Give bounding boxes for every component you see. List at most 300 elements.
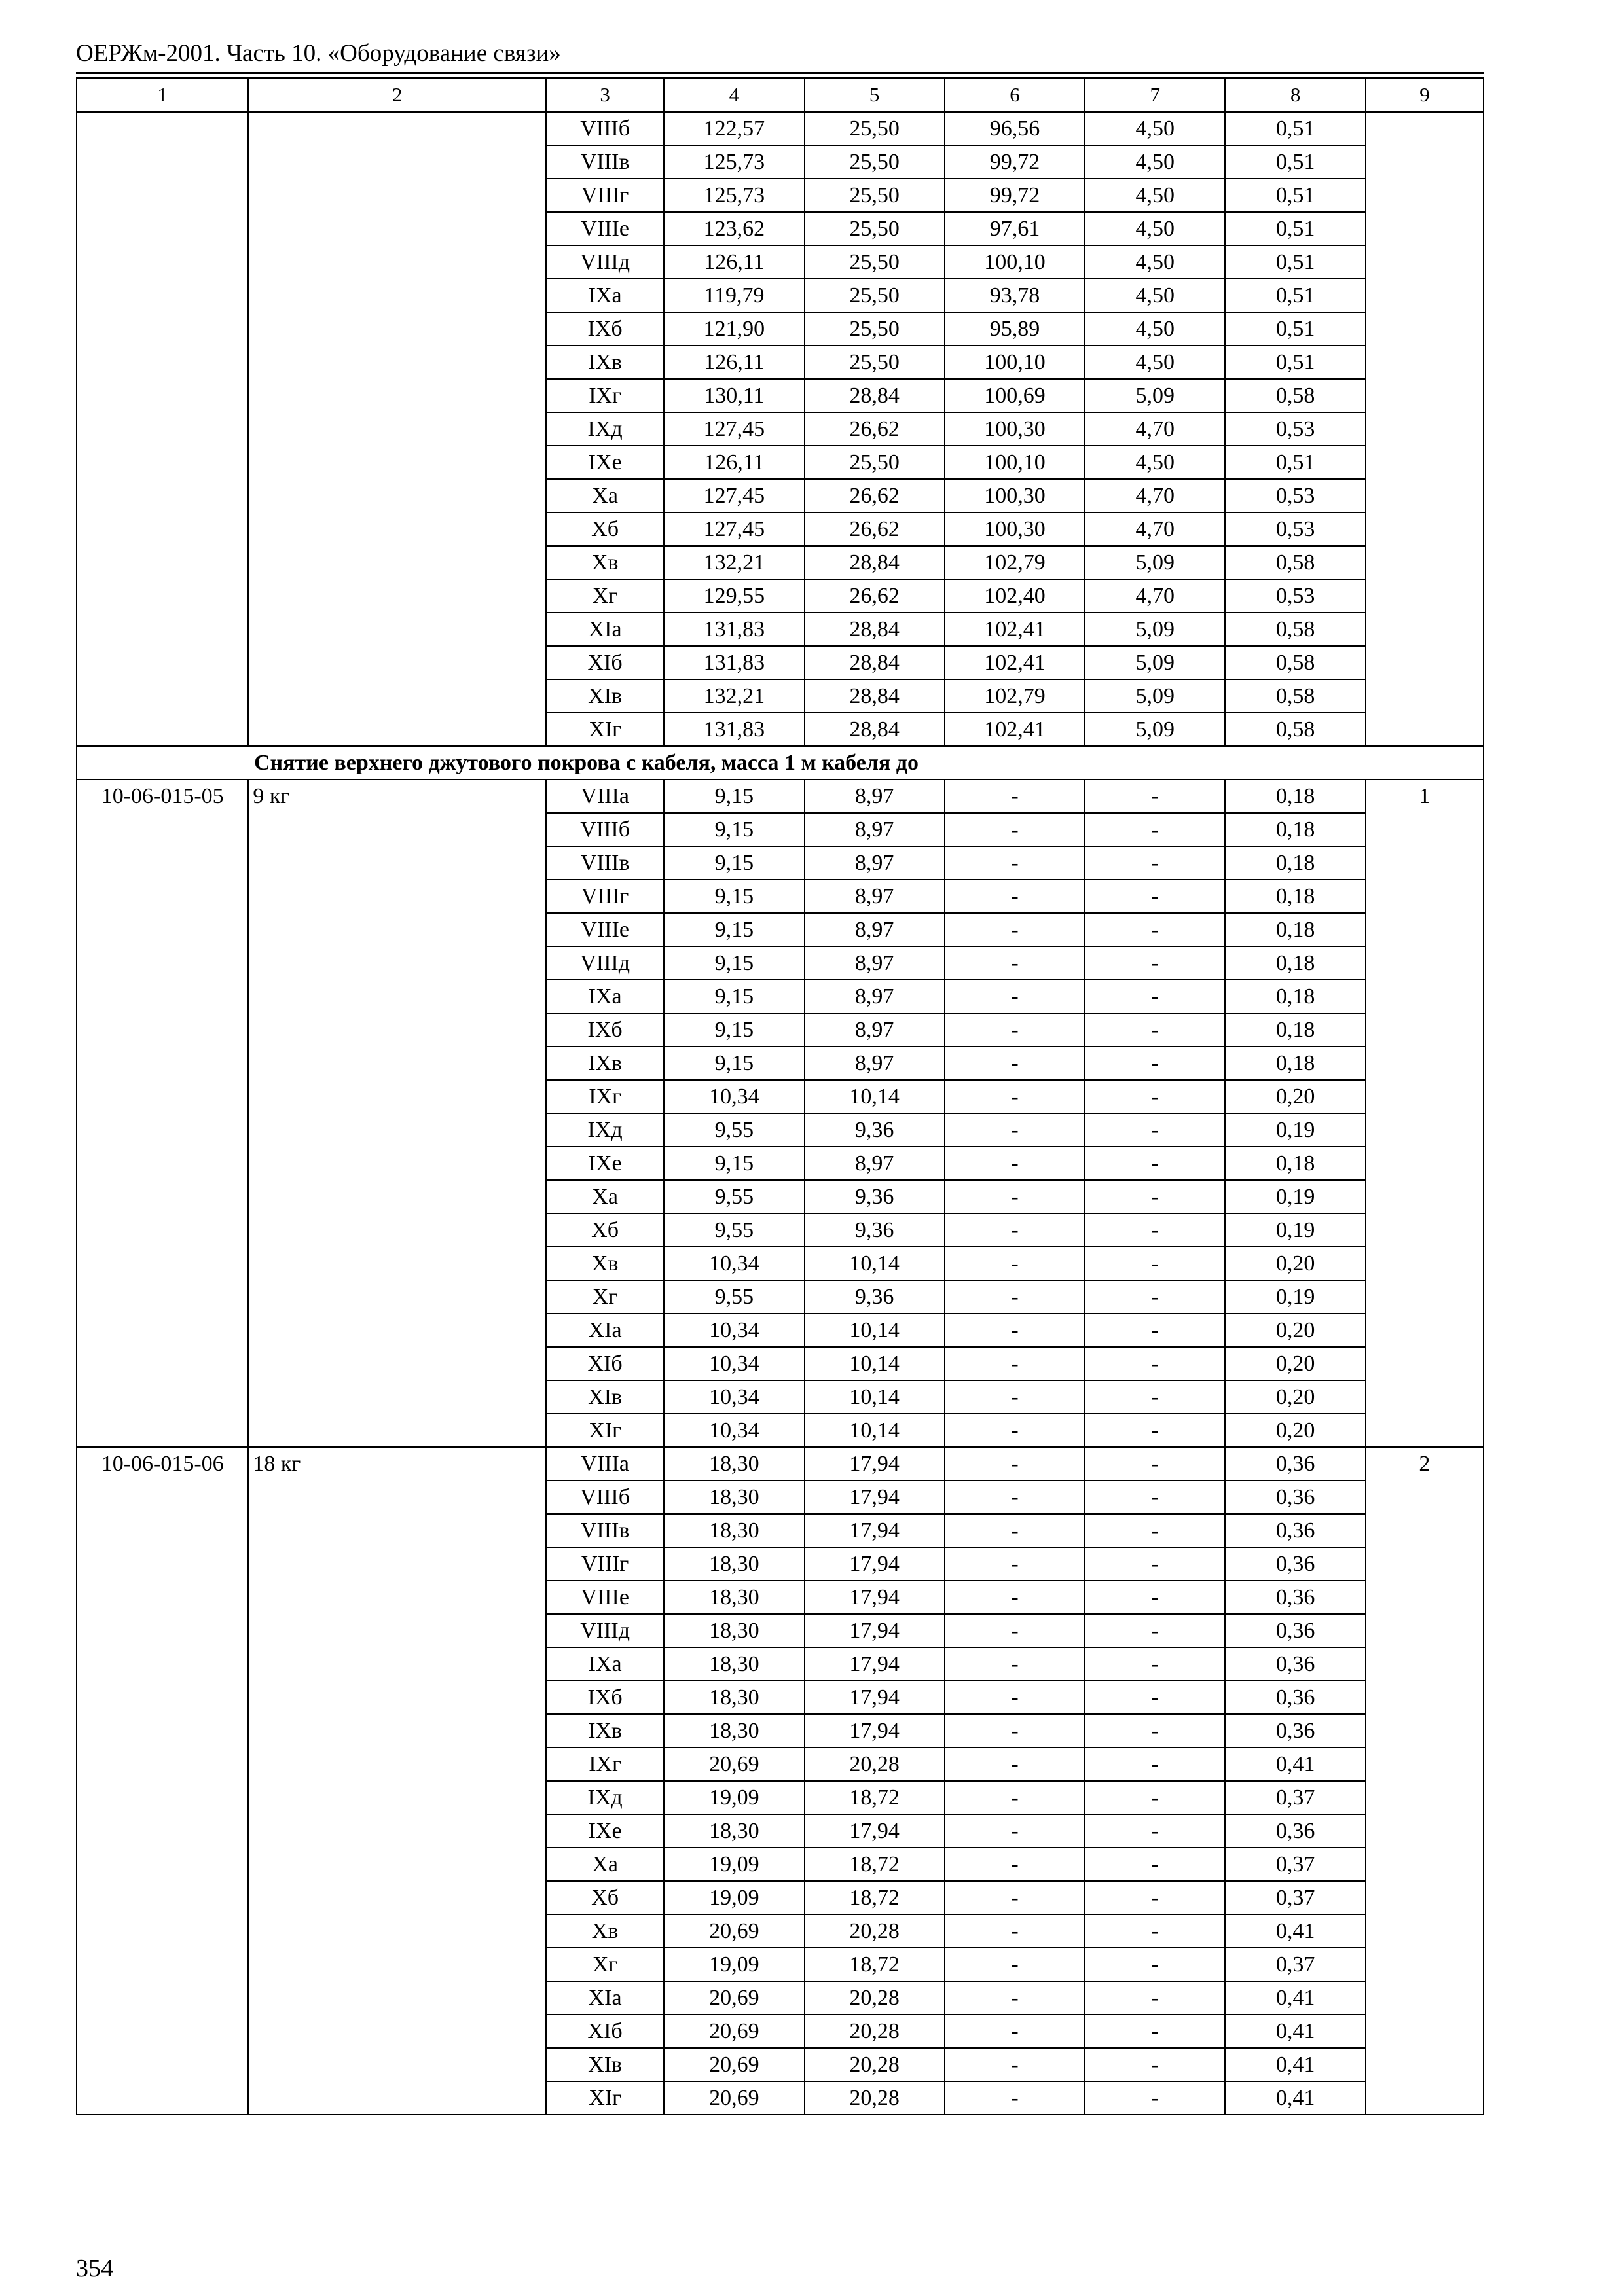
table-cell: - — [945, 846, 1085, 880]
table-cell: VIIIд — [546, 245, 664, 279]
table-cell: 9,55 — [664, 1213, 804, 1247]
table-cell: IXг — [546, 379, 664, 412]
table-cell: 125,73 — [664, 179, 804, 212]
table-cell: 4,70 — [1085, 412, 1225, 446]
table-cell: 8,97 — [805, 813, 945, 846]
table-cell: - — [1085, 1781, 1225, 1814]
table-cell: 9,15 — [664, 813, 804, 846]
table-cell: 0,20 — [1225, 1347, 1365, 1380]
table-cell: - — [945, 1113, 1085, 1147]
table-cell: 99,72 — [945, 179, 1085, 212]
table-cell: 18,72 — [805, 1948, 945, 1981]
table-cell: 122,57 — [664, 112, 804, 145]
column-number: 3 — [546, 78, 664, 112]
table-cell: 18,30 — [664, 1514, 804, 1547]
table-cell: - — [1085, 1514, 1225, 1547]
column-number: 1 — [77, 78, 248, 112]
table-cell: VIIIг — [546, 179, 664, 212]
table-cell: 19,09 — [664, 1848, 804, 1881]
table-cell: 0,51 — [1225, 346, 1365, 379]
table-cell: 5,09 — [1085, 379, 1225, 412]
table-cell: 0,36 — [1225, 1514, 1365, 1547]
table-cell: VIIIд — [546, 946, 664, 980]
table-cell: - — [1085, 1547, 1225, 1581]
table-cell: 0,41 — [1225, 1748, 1365, 1781]
table-cell: 4,50 — [1085, 346, 1225, 379]
table-cell: 9,15 — [664, 913, 804, 946]
table-cell: - — [945, 1914, 1085, 1948]
table-cell: - — [1085, 1280, 1225, 1314]
table-cell: 0,53 — [1225, 412, 1365, 446]
table-cell: 8,97 — [805, 1013, 945, 1047]
table-cell: - — [1085, 1881, 1225, 1914]
page-header-title: ОЕРЖм-2001. Часть 10. «Оборудование связи» — [76, 40, 561, 67]
table-cell: 0,41 — [1225, 2081, 1365, 2115]
table-cell: 17,94 — [805, 1514, 945, 1547]
table-cell: 20,28 — [805, 1748, 945, 1781]
table-cell: 5,09 — [1085, 613, 1225, 646]
table-cell: 0,58 — [1225, 679, 1365, 713]
table-cell: 17,94 — [805, 1614, 945, 1647]
table-cell: - — [945, 1380, 1085, 1414]
table-cell: 131,83 — [664, 613, 804, 646]
table-cell: 28,84 — [805, 379, 945, 412]
table-cell: XIа — [546, 1981, 664, 2015]
description-cell-empty — [248, 112, 546, 746]
table-cell: 0,53 — [1225, 512, 1365, 546]
table-cell: - — [945, 913, 1085, 946]
table-cell: 0,19 — [1225, 1213, 1365, 1247]
table-cell: - — [1085, 1247, 1225, 1280]
table-cell: 100,30 — [945, 412, 1085, 446]
table-cell: - — [945, 1614, 1085, 1647]
table-cell: 100,30 — [945, 479, 1085, 512]
table-cell: 102,41 — [945, 713, 1085, 746]
table-cell: 0,19 — [1225, 1280, 1365, 1314]
column-number: 7 — [1085, 78, 1225, 112]
table-cell: 95,89 — [945, 312, 1085, 346]
table-cell: IXе — [546, 446, 664, 479]
table-cell: 0,20 — [1225, 1247, 1365, 1280]
table-cell: Xа — [546, 1180, 664, 1213]
table-cell: 9,55 — [664, 1280, 804, 1314]
table-cell: 17,94 — [805, 1681, 945, 1714]
table-cell: 0,18 — [1225, 780, 1365, 813]
table-cell: 0,41 — [1225, 1914, 1365, 1948]
table-cell: 25,50 — [805, 145, 945, 179]
table-cell: 0,19 — [1225, 1180, 1365, 1213]
norm-code: 10-06-015-06 — [77, 1447, 248, 2115]
table-cell: VIIIа — [546, 780, 664, 813]
table-cell: 0,18 — [1225, 980, 1365, 1013]
table-cell: 100,69 — [945, 379, 1085, 412]
table-cell: 4,50 — [1085, 212, 1225, 245]
table-cell: - — [1085, 1681, 1225, 1714]
table-cell: 100,10 — [945, 446, 1085, 479]
page-number: 354 — [76, 2255, 113, 2282]
table-cell: 10,34 — [664, 1414, 804, 1447]
table-cell: 4,50 — [1085, 179, 1225, 212]
table-cell: XIб — [546, 646, 664, 679]
table-cell: 20,69 — [664, 1981, 804, 2015]
table-cell: 129,55 — [664, 579, 804, 613]
table-cell: 5,09 — [1085, 713, 1225, 746]
table-cell: 0,51 — [1225, 446, 1365, 479]
table-cell: - — [945, 1347, 1085, 1380]
table-cell: 0,37 — [1225, 1881, 1365, 1914]
table-cell: - — [1085, 1480, 1225, 1514]
table-cell: - — [1085, 1347, 1225, 1380]
table-cell: - — [945, 1080, 1085, 1113]
table-cell: VIIIе — [546, 913, 664, 946]
table-cell: IXе — [546, 1147, 664, 1180]
table-cell: - — [945, 1213, 1085, 1247]
table-cell: 9,36 — [805, 1213, 945, 1247]
table-cell: Xг — [546, 579, 664, 613]
table-cell: - — [1085, 980, 1225, 1013]
table-cell: 0,19 — [1225, 1113, 1365, 1147]
table-cell: 18,30 — [664, 1547, 804, 1581]
table-cell: 0,18 — [1225, 913, 1365, 946]
table-cell: 17,94 — [805, 1480, 945, 1514]
table-cell: 28,84 — [805, 646, 945, 679]
table-cell: 10,14 — [805, 1314, 945, 1347]
table-cell: - — [945, 1581, 1085, 1614]
table-cell: XIа — [546, 613, 664, 646]
table-cell: 131,83 — [664, 646, 804, 679]
table-cell: - — [1085, 1113, 1225, 1147]
table-cell: 4,70 — [1085, 579, 1225, 613]
table-cell: 102,79 — [945, 546, 1085, 579]
table-cell: 18,30 — [664, 1447, 804, 1480]
table-cell: 9,36 — [805, 1180, 945, 1213]
table-cell: 25,50 — [805, 179, 945, 212]
table-cell: - — [1085, 1647, 1225, 1681]
table-cell: IXв — [546, 1047, 664, 1080]
code-cell-empty — [77, 112, 248, 746]
table-cell: 0,58 — [1225, 613, 1365, 646]
table-cell: 97,61 — [945, 212, 1085, 245]
table-cell: - — [1085, 2048, 1225, 2081]
table-cell: 5,09 — [1085, 546, 1225, 579]
table-cell: 4,70 — [1085, 512, 1225, 546]
table-cell: - — [945, 1981, 1085, 2015]
norm-description: 18 кг — [248, 1447, 546, 2115]
table-cell: 26,62 — [805, 412, 945, 446]
norm-description: 9 кг — [248, 780, 546, 1447]
table-cell: - — [945, 1480, 1085, 1514]
table-cell: 9,36 — [805, 1280, 945, 1314]
table-cell: IXв — [546, 1714, 664, 1748]
table-cell: 10,14 — [805, 1080, 945, 1113]
table-cell: VIIIа — [546, 1447, 664, 1480]
table-cell: - — [1085, 1948, 1225, 1981]
table-cell: - — [945, 2015, 1085, 2048]
table-cell: 126,11 — [664, 346, 804, 379]
table-cell: 0,37 — [1225, 1848, 1365, 1881]
table-cell: - — [945, 813, 1085, 846]
table-cell: Xа — [546, 1848, 664, 1881]
table-cell: 9,15 — [664, 1047, 804, 1080]
table-cell: 0,36 — [1225, 1814, 1365, 1848]
table-cell: - — [945, 1748, 1085, 1781]
table-cell: 8,97 — [805, 913, 945, 946]
table-cell: - — [1085, 1180, 1225, 1213]
table-cell: 0,18 — [1225, 880, 1365, 913]
table-cell: 25,50 — [805, 346, 945, 379]
table-cell: 0,51 — [1225, 179, 1365, 212]
table-cell: - — [945, 1280, 1085, 1314]
table-cell: - — [1085, 1981, 1225, 2015]
table-cell: 25,50 — [805, 212, 945, 245]
table-cell: XIв — [546, 1380, 664, 1414]
table-cell: - — [945, 2081, 1085, 2115]
table-cell: 17,94 — [805, 1581, 945, 1614]
table-cell: - — [1085, 846, 1225, 880]
table-cell: - — [945, 1414, 1085, 1447]
table-cell: 102,41 — [945, 613, 1085, 646]
table-cell: 0,58 — [1225, 379, 1365, 412]
table-cell: 132,21 — [664, 546, 804, 579]
table-cell: 127,45 — [664, 412, 804, 446]
table-cell: 17,94 — [805, 1447, 945, 1480]
table-cell: 4,50 — [1085, 279, 1225, 312]
table-cell: 0,36 — [1225, 1547, 1365, 1581]
table-cell: 9,15 — [664, 1147, 804, 1180]
table-cell: - — [1085, 1380, 1225, 1414]
table-cell: IXб — [546, 312, 664, 346]
table-cell: - — [1085, 1714, 1225, 1748]
table-cell: - — [945, 780, 1085, 813]
table-cell: 0,53 — [1225, 479, 1365, 512]
table-cell: 99,72 — [945, 145, 1085, 179]
table-cell: 0,51 — [1225, 312, 1365, 346]
table-cell: - — [1085, 913, 1225, 946]
table-cell: IXе — [546, 1814, 664, 1848]
table-cell: 20,69 — [664, 2081, 804, 2115]
table-cell: - — [1085, 1213, 1225, 1247]
table-cell: 19,09 — [664, 1881, 804, 1914]
table-cell: - — [1085, 2015, 1225, 2048]
table-cell: 127,45 — [664, 479, 804, 512]
table-cell: 4,50 — [1085, 145, 1225, 179]
table-row — [77, 1447, 1484, 1480]
table-cell: - — [1085, 1814, 1225, 1848]
table-cell: XIг — [546, 1414, 664, 1447]
section-title: Снятие верхнего джутового покрова с кабеля, масса 1 м кабеля до — [77, 746, 1484, 780]
table-cell: 0,20 — [1225, 1080, 1365, 1113]
table-cell: 17,94 — [805, 1647, 945, 1681]
table-cell: 26,62 — [805, 479, 945, 512]
section-title-row — [77, 746, 1484, 780]
table-cell: 0,51 — [1225, 112, 1365, 145]
table-cell: 0,51 — [1225, 145, 1365, 179]
table-cell: VIIIе — [546, 1581, 664, 1614]
table-cell: 102,79 — [945, 679, 1085, 713]
table-cell: 0,36 — [1225, 1714, 1365, 1748]
table-cell: 0,20 — [1225, 1380, 1365, 1414]
table-cell: 18,72 — [805, 1848, 945, 1881]
table-cell: 9,55 — [664, 1113, 804, 1147]
table-cell: IXг — [546, 1748, 664, 1781]
table-cell: 119,79 — [664, 279, 804, 312]
table-cell: 10,34 — [664, 1347, 804, 1380]
table-cell: 0,58 — [1225, 646, 1365, 679]
table-cell: - — [1085, 1013, 1225, 1047]
table-cell: 4,50 — [1085, 446, 1225, 479]
table-cell: 0,20 — [1225, 1414, 1365, 1447]
table-cell: 100,10 — [945, 346, 1085, 379]
table-cell: Xв — [546, 546, 664, 579]
table-cell: 0,36 — [1225, 1681, 1365, 1714]
table-cell: - — [1085, 1914, 1225, 1948]
table-cell: 9,15 — [664, 780, 804, 813]
table-cell: 0,41 — [1225, 1981, 1365, 2015]
table-cell: 20,69 — [664, 1748, 804, 1781]
table-cell: 0,36 — [1225, 1614, 1365, 1647]
table-row — [77, 780, 1484, 813]
table-cell: 26,62 — [805, 512, 945, 546]
table-cell: 131,83 — [664, 713, 804, 746]
table-cell: 8,97 — [805, 946, 945, 980]
table-cell: 4,50 — [1085, 112, 1225, 145]
table-cell: 28,84 — [805, 679, 945, 713]
table-cell: - — [945, 1247, 1085, 1280]
table-cell: - — [945, 1781, 1085, 1814]
table-cell: Xг — [546, 1948, 664, 1981]
table-cell: - — [1085, 1414, 1225, 1447]
column-number: 2 — [248, 78, 546, 112]
table-cell: 20,69 — [664, 2015, 804, 2048]
table-cell: - — [945, 1514, 1085, 1547]
table-cell: 10,14 — [805, 1380, 945, 1414]
table-cell: 8,97 — [805, 1047, 945, 1080]
table-cell: 0,18 — [1225, 1147, 1365, 1180]
table-cell: Xа — [546, 479, 664, 512]
column-number: 8 — [1225, 78, 1365, 112]
table-cell: 20,69 — [664, 2048, 804, 2081]
table-cell: 25,50 — [805, 245, 945, 279]
table-cell: 100,10 — [945, 245, 1085, 279]
table-cell: 20,28 — [805, 2081, 945, 2115]
table-cell: 0,53 — [1225, 579, 1365, 613]
table-cell: 0,41 — [1225, 2015, 1365, 2048]
table-cell: 25,50 — [805, 312, 945, 346]
table-cell: 126,11 — [664, 245, 804, 279]
table-cell: 4,50 — [1085, 245, 1225, 279]
table-cell: - — [1085, 1047, 1225, 1080]
table-cell: - — [1085, 780, 1225, 813]
table-cell: 18,30 — [664, 1814, 804, 1848]
table-cell: 0,51 — [1225, 279, 1365, 312]
table-cell: - — [945, 1047, 1085, 1080]
table-cell: 0,37 — [1225, 1781, 1365, 1814]
table-cell: VIIIе — [546, 212, 664, 245]
table-cell: 26,62 — [805, 579, 945, 613]
table-cell: 9,15 — [664, 880, 804, 913]
table-cell: - — [945, 1948, 1085, 1981]
table-cell: 18,72 — [805, 1781, 945, 1814]
table-cell: Xв — [546, 1914, 664, 1948]
table-cell: 0,18 — [1225, 813, 1365, 846]
table-cell: VIIIв — [546, 145, 664, 179]
table-cell: - — [945, 946, 1085, 980]
table-cell: 9,15 — [664, 980, 804, 1013]
table-cell: 17,94 — [805, 1547, 945, 1581]
table-cell: 18,30 — [664, 1681, 804, 1714]
table-cell: 0,37 — [1225, 1948, 1365, 1981]
table-cell: 9,15 — [664, 946, 804, 980]
table-cell: 102,41 — [945, 646, 1085, 679]
table-cell: 9,15 — [664, 846, 804, 880]
table-cell: - — [1085, 946, 1225, 980]
table-cell: 0,41 — [1225, 2048, 1365, 2081]
table-cell: 0,36 — [1225, 1647, 1365, 1681]
table-cell: XIг — [546, 2081, 664, 2115]
table-cell: - — [1085, 1080, 1225, 1113]
table-cell: 18,30 — [664, 1714, 804, 1748]
table-cell: VIIIб — [546, 813, 664, 846]
table-cell: 9,55 — [664, 1180, 804, 1213]
table-cell: 126,11 — [664, 446, 804, 479]
table-cell: 93,78 — [945, 279, 1085, 312]
table-cell: 25,50 — [805, 446, 945, 479]
table-cell: 123,62 — [664, 212, 804, 245]
table-cell: XIг — [546, 713, 664, 746]
table-cell: - — [945, 1714, 1085, 1748]
column-number-row — [77, 78, 1484, 112]
table-cell: 10,14 — [805, 1414, 945, 1447]
table-cell: 102,40 — [945, 579, 1085, 613]
table-cell: 18,30 — [664, 1581, 804, 1614]
table-cell: 20,28 — [805, 1981, 945, 2015]
table-cell: 20,69 — [664, 1914, 804, 1948]
table-cell: - — [1085, 1581, 1225, 1614]
table-row — [77, 112, 1484, 145]
table-cell: 0,51 — [1225, 245, 1365, 279]
table-cell: 4,70 — [1085, 479, 1225, 512]
table-cell: - — [1085, 1748, 1225, 1781]
norm-note: 2 — [1366, 1447, 1484, 2115]
table-cell: - — [945, 980, 1085, 1013]
table-cell: 132,21 — [664, 679, 804, 713]
table-cell: - — [945, 1013, 1085, 1047]
table-cell: - — [945, 1314, 1085, 1347]
column-number: 4 — [664, 78, 804, 112]
table-cell: 0,51 — [1225, 212, 1365, 245]
table-cell: 20,28 — [805, 1914, 945, 1948]
table-cell: VIIIв — [546, 1514, 664, 1547]
table-cell: 8,97 — [805, 980, 945, 1013]
table-cell: 0,58 — [1225, 713, 1365, 746]
table-cell: XIа — [546, 1314, 664, 1347]
table-cell: 10,34 — [664, 1080, 804, 1113]
table-cell: XIв — [546, 679, 664, 713]
table-cell: 20,28 — [805, 2048, 945, 2081]
table-cell: IXд — [546, 1781, 664, 1814]
table-cell: 8,97 — [805, 880, 945, 913]
table-cell: 20,28 — [805, 2015, 945, 2048]
column-number: 9 — [1366, 78, 1484, 112]
table-cell: IXг — [546, 1080, 664, 1113]
table-cell: 10,14 — [805, 1347, 945, 1380]
table-cell: VIIIг — [546, 880, 664, 913]
table-cell: - — [945, 1147, 1085, 1180]
table-cell: XIб — [546, 2015, 664, 2048]
table-cell: VIIIб — [546, 112, 664, 145]
table-cell: Xг — [546, 1280, 664, 1314]
table-cell: - — [945, 1447, 1085, 1480]
